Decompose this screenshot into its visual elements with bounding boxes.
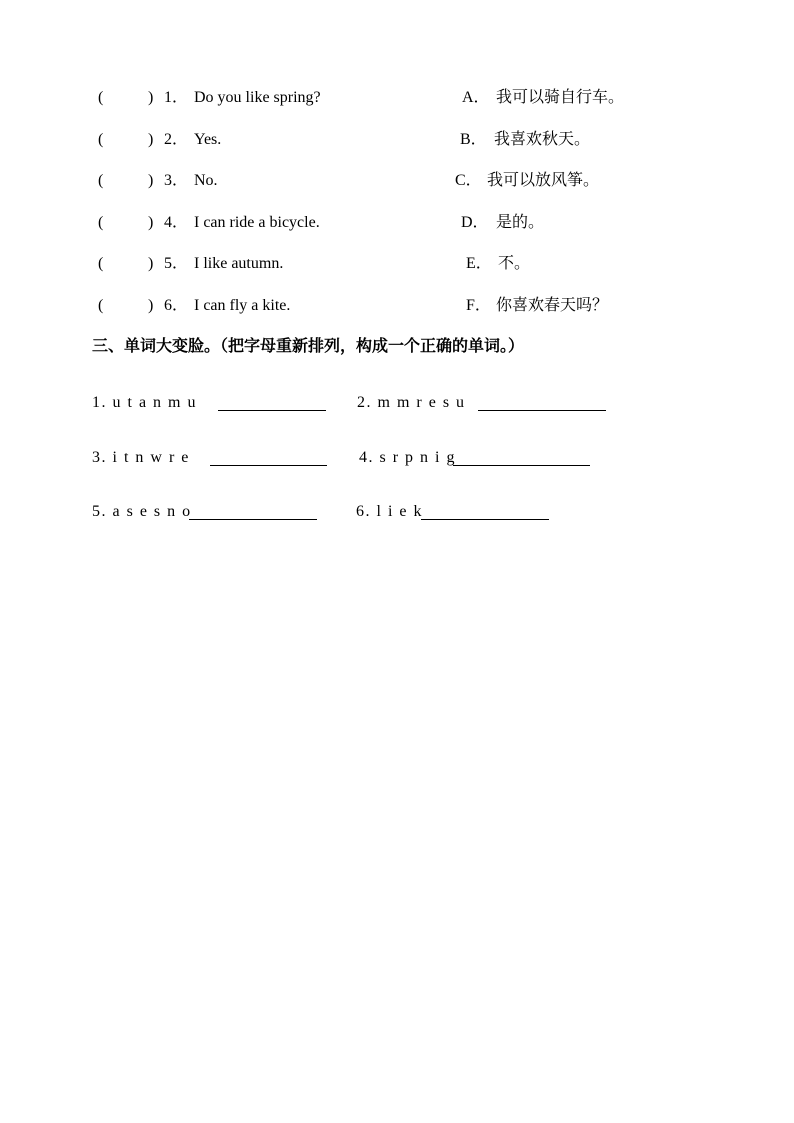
- answer-text: 我可以放风筝。: [487, 172, 600, 189]
- scramble-item-3: [92, 447, 190, 469]
- answer-paren-close: ): [148, 255, 154, 272]
- answer-text: 我可以骑自行车。: [496, 89, 625, 106]
- answer-blank-1[interactable]: [218, 409, 326, 411]
- answer-blank-5[interactable]: [189, 518, 317, 520]
- answer-blank-6[interactable]: [421, 518, 549, 520]
- question-number: 3．: [164, 172, 189, 189]
- scramble-label: 5. a s e s n o: [92, 503, 192, 520]
- scramble-item-4: [359, 447, 456, 469]
- question-text: I like autumn.: [194, 255, 284, 272]
- answer-letter: F．: [466, 297, 491, 314]
- scramble-label: 2. m m r e s u: [357, 394, 466, 411]
- match-row-1: [0, 86, 794, 110]
- answer-paren-open: (: [98, 297, 104, 314]
- answer-text: 是的。: [496, 214, 545, 231]
- question-number: 6．: [164, 297, 189, 314]
- answer-text: 不。: [498, 255, 531, 272]
- scramble-item-1: [92, 392, 197, 414]
- question-number: 4．: [164, 214, 189, 231]
- scramble-label: 3. i t n w r e: [92, 449, 190, 466]
- match-row-4: [0, 211, 794, 235]
- answer-paren-close: ): [148, 172, 154, 189]
- answer-letter: D．: [461, 214, 489, 231]
- question-text: No.: [194, 172, 218, 189]
- answer-letter: A．: [462, 89, 490, 106]
- answer-letter: E．: [466, 255, 492, 272]
- match-row-5: [0, 252, 794, 276]
- answer-letter: B．: [460, 131, 487, 148]
- answer-text: 我喜欢秋天。: [494, 131, 591, 148]
- match-row-2: [0, 128, 794, 152]
- match-row-6: [0, 294, 794, 318]
- answer-paren-open: (: [98, 214, 104, 231]
- question-text: Yes.: [194, 131, 222, 148]
- answer-letter: C．: [455, 172, 482, 189]
- answer-paren-open: (: [98, 255, 104, 272]
- answer-blank-4[interactable]: [453, 464, 590, 466]
- question-number: 1．: [164, 89, 189, 106]
- question-text: I can fly a kite.: [194, 297, 291, 314]
- section-3-title: 三、单词大变脸。（把字母重新排列，构成一个正确的单词。）: [92, 338, 525, 355]
- question-number: 5．: [164, 255, 189, 272]
- answer-blank-2[interactable]: [478, 409, 606, 411]
- answer-paren-open: (: [98, 89, 104, 106]
- question-text: I can ride a bicycle.: [194, 214, 320, 231]
- scramble-label: 4. s r p n i g: [359, 449, 456, 466]
- question-number: 2．: [164, 131, 189, 148]
- answer-blank-3[interactable]: [210, 464, 327, 466]
- answer-paren-close: ): [148, 131, 154, 148]
- scramble-item-5: [92, 501, 192, 523]
- match-row-3: [0, 169, 794, 193]
- scramble-label: 1. u t a n m u: [92, 394, 197, 411]
- answer-paren-close: ): [148, 89, 154, 106]
- answer-paren-open: (: [98, 131, 104, 148]
- answer-paren-close: ): [148, 214, 154, 231]
- scramble-label: 6. l i e k: [356, 503, 423, 520]
- answer-paren-close: ): [148, 297, 154, 314]
- answer-text: 你喜欢春天吗？: [496, 297, 609, 314]
- question-text: Do you like spring?: [194, 89, 321, 106]
- scramble-item-6: [356, 501, 423, 523]
- answer-paren-open: (: [98, 172, 104, 189]
- scramble-item-2: [357, 392, 466, 414]
